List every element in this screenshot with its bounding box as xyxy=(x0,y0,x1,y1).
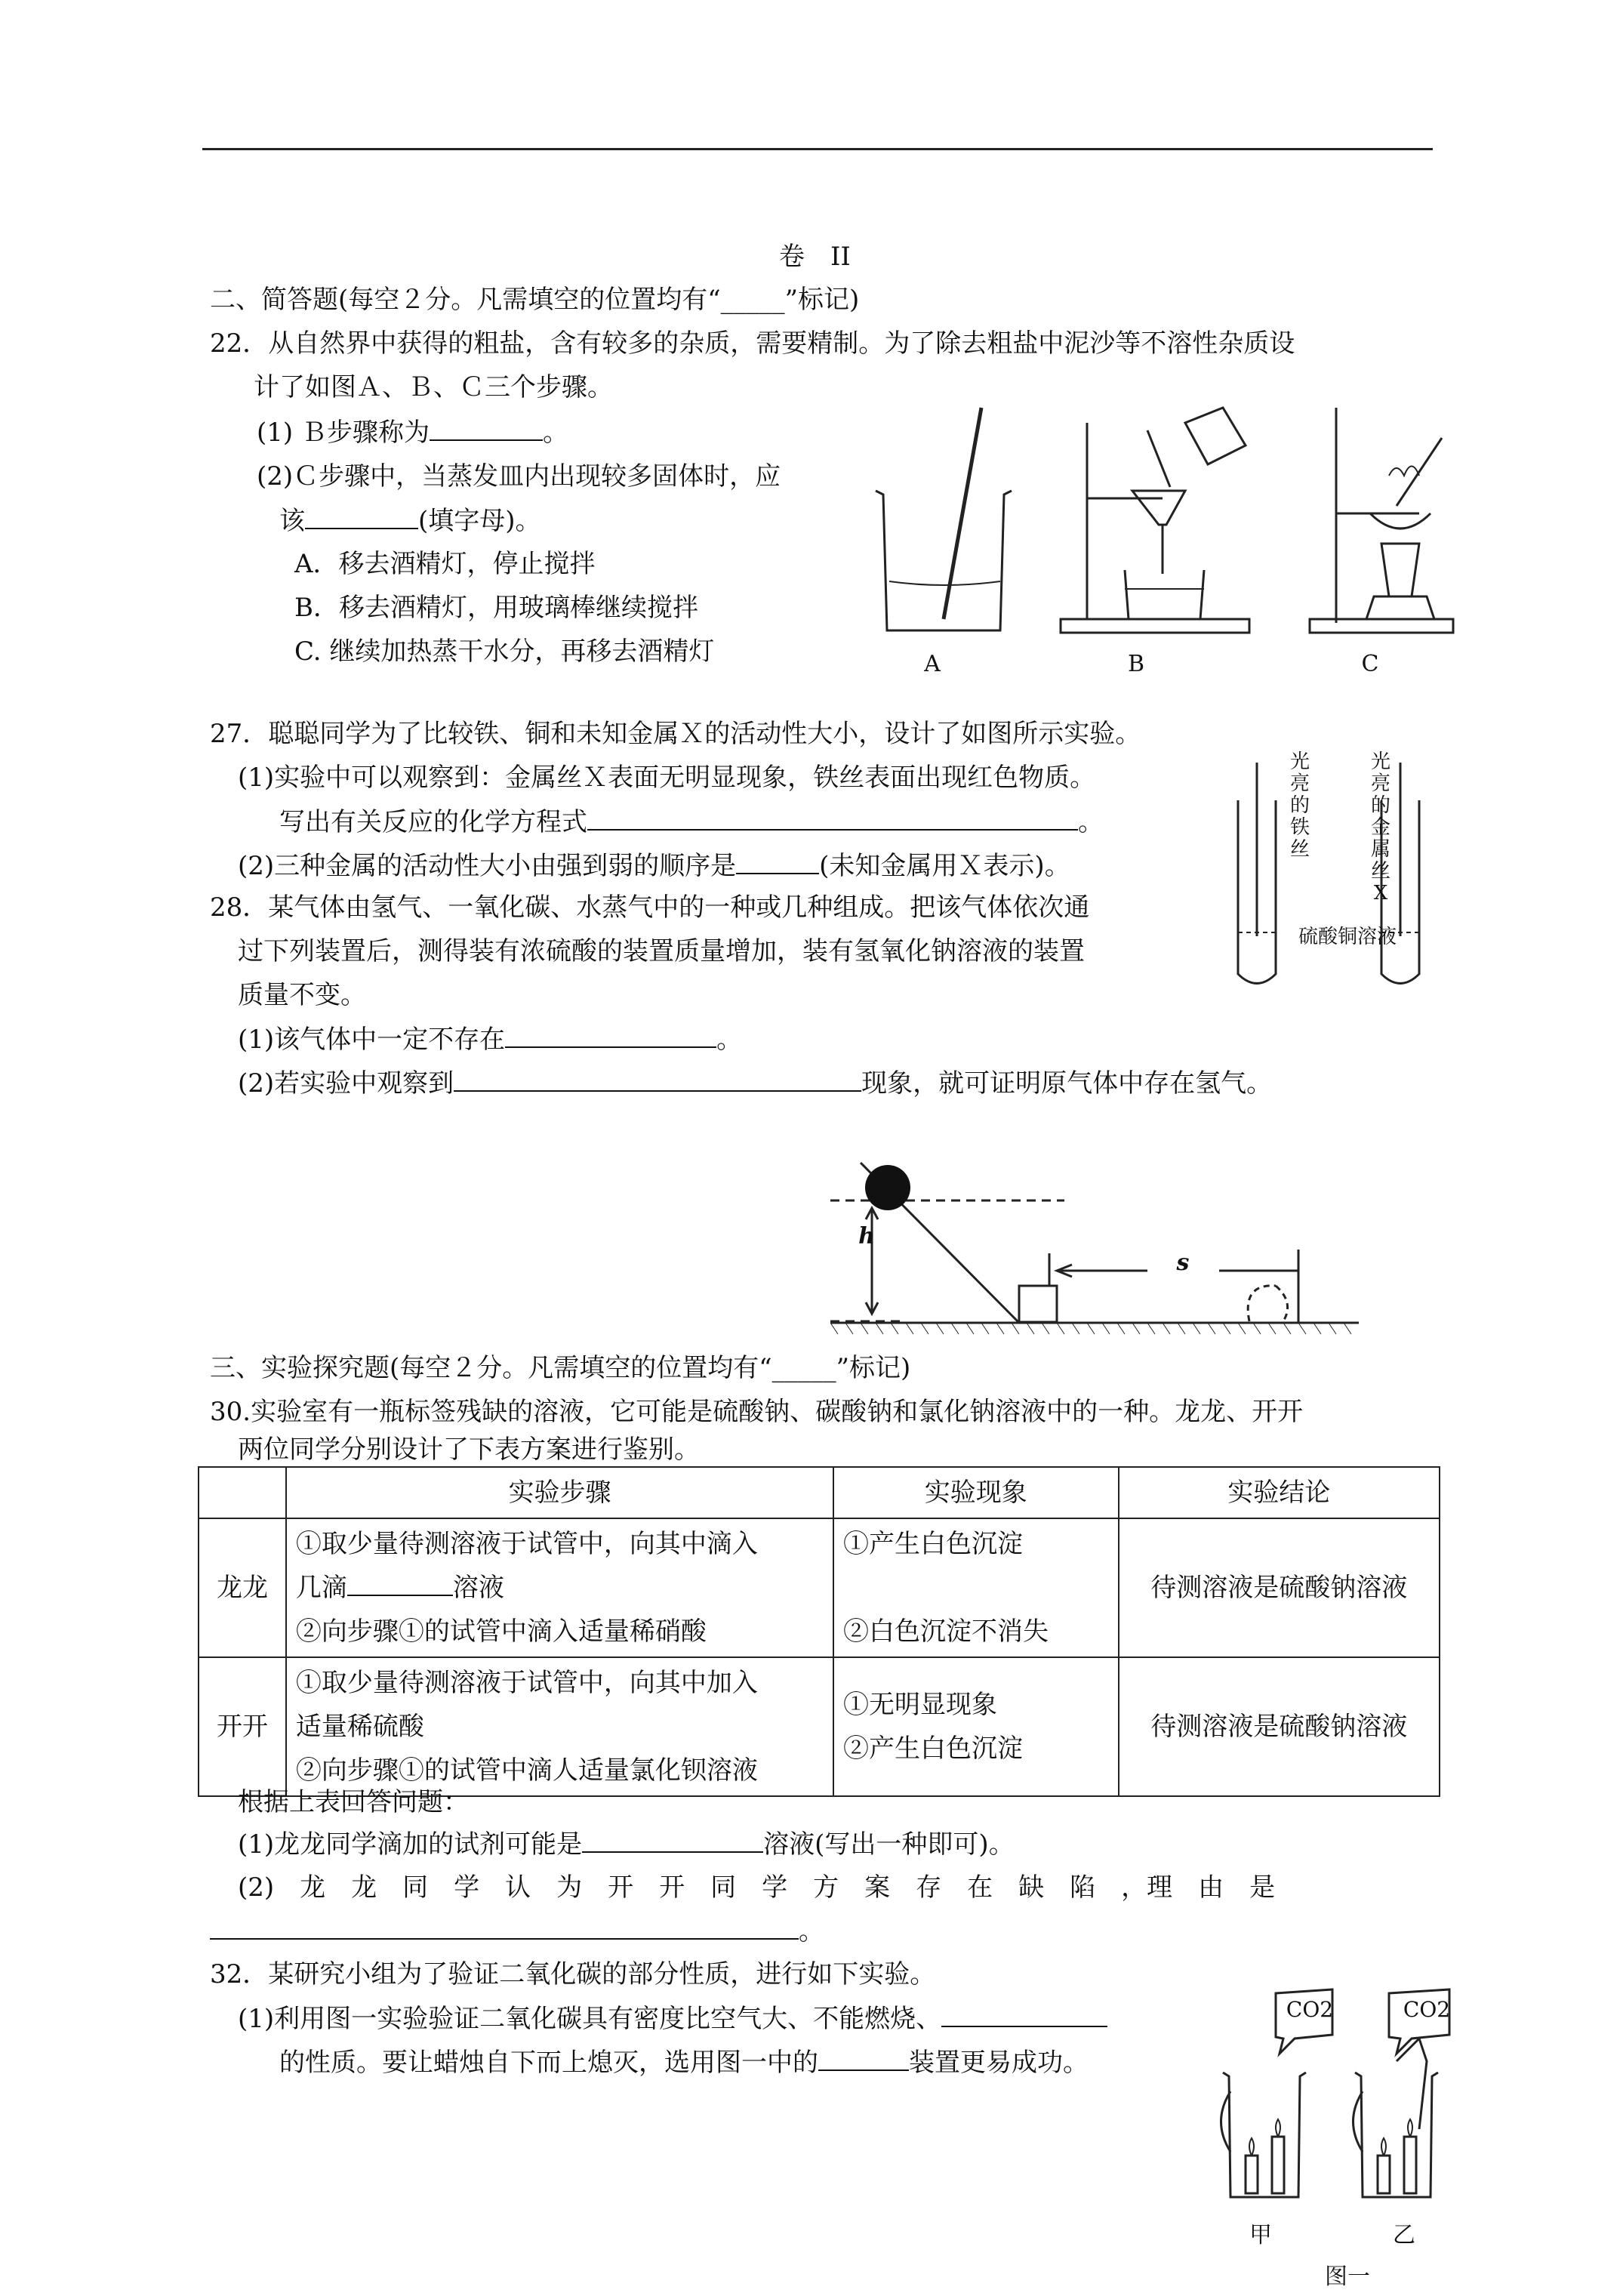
fig-label-c: C xyxy=(1361,651,1379,677)
q27-blank2[interactable] xyxy=(736,849,819,874)
co2-label-right: CO2 xyxy=(1403,1997,1451,2022)
row-student-name: 开开 xyxy=(199,1657,286,1796)
ramp-figure xyxy=(830,1159,1374,1340)
q30-part2-answer: 。 xyxy=(210,1914,824,1948)
q30-line1: 30.实验室有一瓶标签残缺的溶液，它可能是硫酸钠、碳酸钠和氯化钠溶液中的一种。龙龙、开开 xyxy=(210,1397,1304,1427)
experiment-table xyxy=(198,1466,1440,1797)
q27-part1-line2: 写出有关反应的化学方程式 。 xyxy=(279,805,1104,839)
q27-line1: 27．聪聪同学为了比较铁、铜和未知金属Ｘ的活动性大小，设计了如图所示实验。 xyxy=(210,719,1141,749)
q28-line3: 质量不变。 xyxy=(238,980,366,1010)
q27-part1-line1: (1)实验中可以观察到：金属丝Ｘ表面无明显现象，铁丝表面出现红色物质。 xyxy=(238,763,1096,793)
q27-part2: (2)三种金属的活动性大小由强到弱的顺序是 (未知金属用Ｘ表示)。 xyxy=(238,849,1070,883)
fig-label-copper-sulfate: 硫酸铜溶液 xyxy=(1298,926,1397,948)
q22-line2: 计了如图Ａ、Ｂ、Ｃ三个步骤。 xyxy=(254,372,613,402)
row-steps: ①取少量待测溶液于试管中，向其中加入 适量稀硫酸 ②向步骤①的试管中滴人适量氯化钡溶液 xyxy=(286,1657,833,1796)
figure-caption: 图一 xyxy=(1325,2264,1370,2290)
q22-blank2[interactable] xyxy=(305,504,418,529)
q30-part2: (2) 龙 龙 同 学 认 为 开 开 同 学 方 案 存 在 缺 陷 ，理 由 是 xyxy=(238,1872,1276,1903)
table-header-conclusion: 实验结论 xyxy=(1119,1467,1440,1518)
fig-label-a: A xyxy=(924,651,941,677)
test-tube-figure xyxy=(1223,747,1449,997)
q30-after-table: 根据上表回答问题： xyxy=(238,1787,469,1817)
row-student-name: 龙龙 xyxy=(199,1518,286,1657)
q28-line2: 过下列装置后，测得装有浓硫酸的装置质量增加，装有氢氧化钠溶液的装置 xyxy=(238,936,1085,966)
table-header-observations: 实验现象 xyxy=(833,1467,1119,1518)
q32-line1: 32．某研究小组为了验证二氧化碳的部分性质，进行如下实验。 xyxy=(210,1959,936,1989)
q22-part2-line1: (2)Ｃ步骤中，当蒸发皿内出现较多固体时，应 xyxy=(257,461,781,492)
q22-part1: (1) Ｂ步骤称为 。 xyxy=(257,415,568,449)
q28-part2: (2)若实验中观察到 现象，就可证明原气体中存在氢气。 xyxy=(238,1066,1272,1100)
q30-line2: 两位同学分别设计了下表方案进行鉴别。 xyxy=(238,1435,700,1465)
co2-label-left: CO2 xyxy=(1286,1997,1334,2022)
row-conclusion: 待测溶液是硫酸钠溶液 xyxy=(1119,1657,1440,1796)
q32-blank1[interactable] xyxy=(941,2002,1107,2027)
section3-title: 三、实验探究题(每空２分。凡需填空的位置均有“_____”标记) xyxy=(210,1353,911,1383)
volume-title: 卷 II xyxy=(779,242,851,272)
table-header-steps: 实验步骤 xyxy=(286,1467,833,1518)
q22-option-c: C. 继续加热蒸干水分，再移去酒精灯 xyxy=(294,636,715,667)
q30-part1: (1)龙龙同学滴加的试剂可能是 溶液(写出一种即可)。 xyxy=(238,1827,1015,1861)
q22-option-a: A．移去酒精灯，停止搅拌 xyxy=(294,549,596,579)
table-blank-reagent[interactable] xyxy=(347,1570,453,1596)
q28-line1: 28．某气体由氢气、一氧化碳、水蒸气中的一种或几种组成。把该气体依次通 xyxy=(210,892,1090,923)
q30-blank2[interactable] xyxy=(210,1914,799,1940)
q30-blank1[interactable] xyxy=(582,1827,763,1853)
row-observations: ①无明显现象 ②产生白色沉淀 xyxy=(833,1657,1119,1796)
row-conclusion: 待测溶液是硫酸钠溶液 xyxy=(1119,1518,1440,1657)
q27-blank1[interactable] xyxy=(587,805,1078,831)
q32-part1-line1: (1)利用图一实验验证二氧化碳具有密度比空气大、不能燃烧、 xyxy=(238,2002,1107,2036)
q22-line1: 22．从自然界中获得的粗盐，含有较多的杂质，需要精制。为了除去粗盐中泥沙等不溶性杂质设 xyxy=(210,328,1295,359)
section2-title: 二、简答题(每空２分。凡需填空的位置均有“_____”标记) xyxy=(210,285,860,315)
q28-blank1[interactable] xyxy=(505,1022,716,1048)
q28-part1: (1)该气体中一定不存在 。 xyxy=(238,1022,742,1056)
row-steps: ①取少量待测溶液于试管中，向其中滴入 几滴 溶液 ②向步骤①的试管中滴入适量稀硝酸 xyxy=(286,1518,833,1657)
table-row xyxy=(199,1657,1440,1796)
fig-label-iron-wire: 光亮的铁丝 xyxy=(1289,750,1310,861)
q28-blank2[interactable] xyxy=(454,1066,861,1092)
ramp-h-label: h xyxy=(858,1223,875,1250)
table-row xyxy=(199,1518,1440,1657)
ramp-s-label: s xyxy=(1176,1250,1190,1276)
fig-label-yi: 乙 xyxy=(1393,2222,1415,2248)
row-observations: ①产生白色沉淀 ②白色沉淀不消失 xyxy=(833,1518,1119,1657)
q22-part2-line2: 该 (填字母)。 xyxy=(279,504,541,538)
table-header-name xyxy=(199,1467,286,1518)
fig-label-metal-x: 光亮的金属丝X xyxy=(1370,750,1390,905)
q32-part1-line2: 的性质。要让蜡烛自下而上熄灭，选用图一中的 装置更易成功。 xyxy=(279,2045,1089,2079)
fig-label-jia: 甲 xyxy=(1249,2222,1272,2248)
table-header-row xyxy=(199,1467,1440,1518)
q22-blank1[interactable] xyxy=(430,415,543,441)
fig-label-b: B xyxy=(1127,651,1145,677)
filtration-apparatus-figure xyxy=(868,393,1457,649)
q32-blank2[interactable] xyxy=(818,2045,909,2071)
q22-option-b: B．移去酒精灯，用玻璃棒继续搅拌 xyxy=(294,593,698,623)
header-rule xyxy=(202,148,1433,150)
